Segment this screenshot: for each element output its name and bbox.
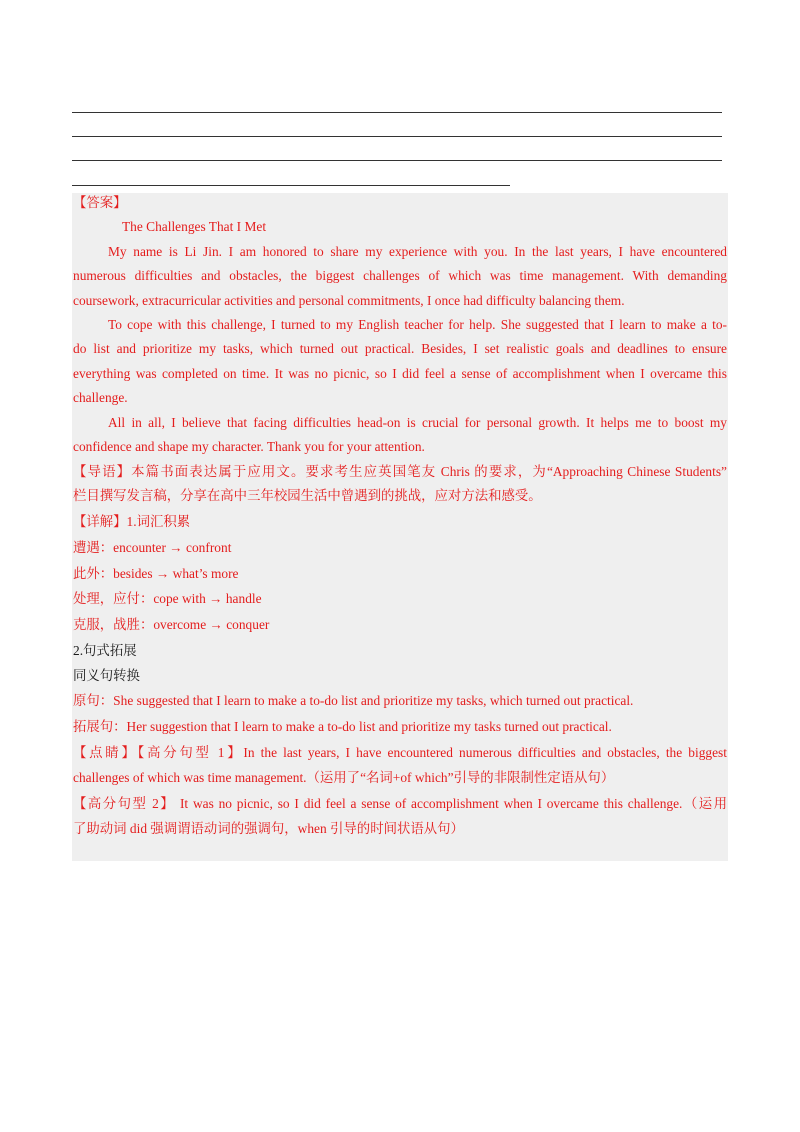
- highlight-line: 【高分句型 2】 It was no picnic, so I did feel a sense of accomplishment when I overcame this challenge.（运用: [73, 796, 727, 811]
- essay-line: numerous difficulties and obstacles, the biggest challenges of which was time management. With demanding: [73, 268, 727, 283]
- extended-sentence: 拓展句：Her suggestion that I learn to make a to-do list and prioritize my tasks turned out practical.: [73, 719, 612, 734]
- vocab-item: 此外：besides → what’s more: [73, 566, 239, 581]
- vocab-item: 处理，应付：cope with → handle: [73, 591, 262, 606]
- essay-line: My name is Li Jin. I am honored to share my experience with you. In the last years, I have encountered: [108, 244, 727, 259]
- guide-line: 【导语】本篇书面表达属于应用文。要求考生应英国笔友 Chris 的要求，为“Approaching Chinese Students”: [73, 464, 727, 479]
- writing-line-1: [72, 112, 722, 113]
- writing-line-3: [72, 160, 722, 161]
- essay-title: The Challenges That I Met: [122, 219, 267, 234]
- vocab-item: 遭遇：encounter → confront: [73, 540, 232, 555]
- section-subheading: 同义句转换: [73, 668, 140, 683]
- essay-line: To cope with this challenge, I turned to my English teacher for help. She suggested that I learn to make a to-: [108, 317, 727, 332]
- guide-line: 栏目撰写发言稿，分享在高中三年校园生活中曾遇到的挑战，应对方法和感受。: [73, 488, 542, 503]
- essay-line: do list and prioritize my tasks, which turned out practical. Besides, I set realistic goals and deadlines to ensure: [73, 341, 727, 356]
- essay-line: challenge.: [73, 390, 128, 405]
- answer-tag: 【答案】: [73, 195, 127, 210]
- writing-line-4: [72, 185, 510, 186]
- section-heading: 2.句式拓展: [73, 643, 137, 658]
- essay-line: coursework, extracurricular activities and personal commitments, I once had difficulty balancing them.: [73, 293, 625, 308]
- essay-line: All in all, I believe that facing difficulties head-on is crucial for personal growth. It helps me to boost my: [108, 415, 727, 430]
- detail-heading: 【详解】1.词汇积累: [73, 514, 191, 529]
- original-sentence: 原句：She suggested that I learn to make a to-do list and prioritize my tasks, which turned out practical.: [73, 693, 634, 708]
- writing-line-2: [72, 136, 722, 137]
- highlight-line: 【点睛】【高分句型 1】In the last years, I have encountered numerous difficulties and obstacles, the biggest: [73, 745, 727, 760]
- essay-line: confidence and shape my character. Thank you for your attention.: [73, 439, 425, 454]
- essay-line: everything was completed on time. It was no picnic, so I did feel a sense of accomplishment when I overcame this: [73, 366, 727, 381]
- vocab-item: 克服，战胜：overcome → conquer: [73, 617, 270, 632]
- highlight-line: challenges of which was time management.（运用了“名词+of which”引导的非限制性定语从句）: [73, 770, 615, 785]
- highlight-line: 了助动词 did 强调谓语动词的强调句，when 引导的时间状语从句）: [73, 821, 464, 836]
